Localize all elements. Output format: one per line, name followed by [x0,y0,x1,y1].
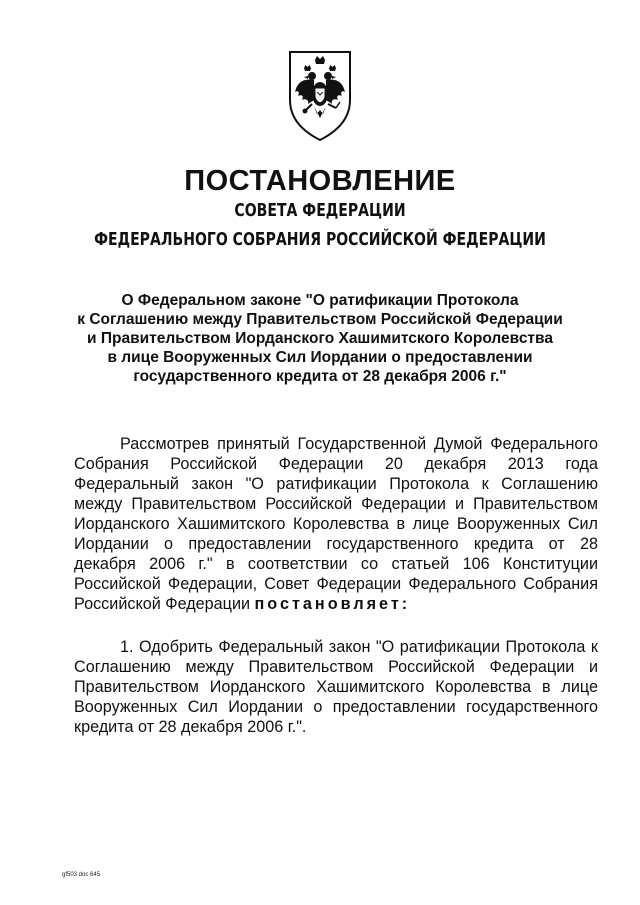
subject-line: в лице Вооруженных Сил Иордании о предоставлении [107,349,533,366]
subject-line: к Соглашению между Правительством Российской Федерации [77,311,563,328]
issuer-line-2: ФЕДЕРАЛЬНОГО СОБРАНИЯ РОССИЙСКОЙ ФЕДЕРАЦИИ [94,229,546,250]
subject-line: О Федеральном законе "О ратификации Протокола [121,292,519,309]
preamble-paragraph [74,434,598,614]
subject-line: государственного кредита от 28 декабря 2006 г." [133,368,507,385]
document-title: ПОСТАНОВЛЕНИЕ [184,165,456,197]
subject-line: и Правительством Иорданского Хашимитского Королевства [87,330,553,347]
preamble-text: Рассмотрев принятый Государственной Думой Федерального Собрания Российской Федерации 20 декабря 2013 года Федеральный закон "О ратификации Протокола к Соглашению между Правительством Российской Федерации и Правительством Иорданского Хашимитского Королевства в лице Вооруженных Сил Иордании о предоставлении государственного кредита от 28 декабря 2006 г." в соответствии со статьей 106 Конституции Российской Федерации, Совет Федерации Федерального Собрания Российской Федерации [74,435,598,613]
resolution-item-1: 1. Одобрить Федеральный закон "О ратификации Протокола к Соглашению между Правительством Российской Федерации и Правительством Иорданского Хашимитского Королевства в лице Вооруженных Сил Иордании о предоставлении государственного кредита от 28 декабря 2006 г.". [74,638,598,736]
document-subject [60,291,580,386]
resolves-word: постановляет: [254,595,411,613]
footer-document-code: gf503 doc 645 [62,872,101,878]
coat-of-arms-icon [284,48,356,142]
issuer-line-1: СОВЕТА ФЕДЕРАЦИИ [234,200,406,221]
